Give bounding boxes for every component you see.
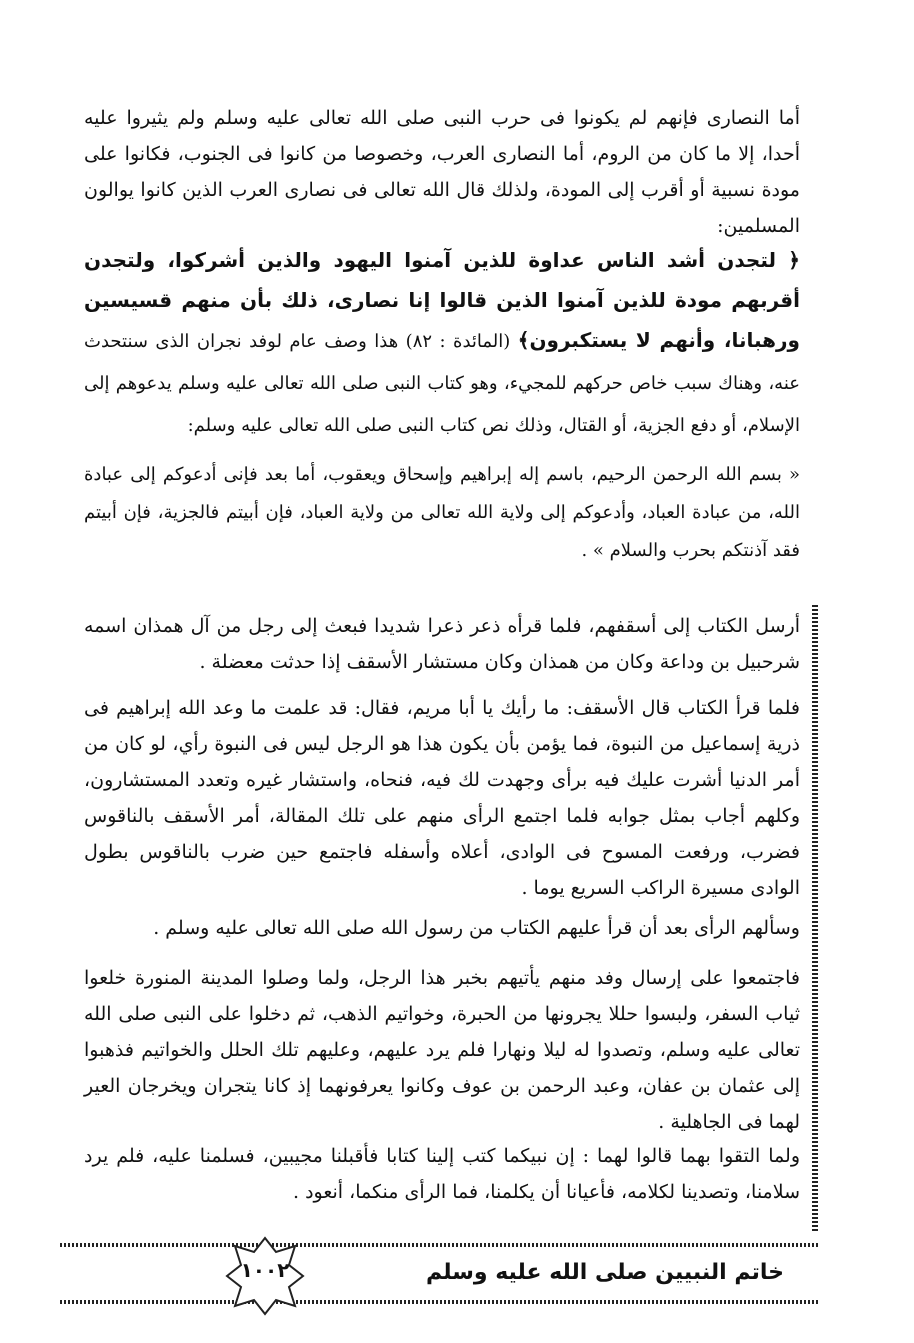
paragraph-meeting-companions: ولما التقوا بهما قالوا لهما : إن نبيكما كتب إلينا كتابا فأقبلنا مجيبين، فسلمنا عليه، فلم يرد سلامنا، وتصدينا لكلامه، فأعيانا أن يكلمنا، فما الرأى منكما، أنعود . xyxy=(84,1145,800,1203)
page-border-right xyxy=(812,605,818,1233)
paragraph-christians-intro: أما النصارى فإنهم لم يكونوا فى حرب النبى صلى الله تعالى عليه وسلم ولم يثيروا عليه أحدا، إلا ما كان من الروم، أما النصارى العرب، وخصوصا من كانوا فى الجنوب، فكانوا على مودة نسبية أو أقرب إلى المودة، ولذلك قال الله تعالى فى نصارى العرب الذين كانوا يوالون المسلمين: xyxy=(84,107,801,237)
paragraph-sent-to-bishop: أرسل الكتاب إلى أسقفهم، فلما قرأه ذعر ذعرا شديدا فبعث إلى رجل من آل همذان اسمه شرحبيل بن وداعة وكان من همذان وكان مستشار الأسقف إذا حدثت معضلة . xyxy=(84,615,800,673)
paragraph-bishop-consultation: فلما قرأ الكتاب قال الأسقف: ما رأيك يا أبا مريم، فقال: قد علمت ما وعد الله إبراهيم فى ذرية إسماعيل من النبوة، فما يؤمن بأن يكون هذا هو الرجل ليس فى النبوة رأي، لو كان من أمر الدنيا أشرت عليك فيه برأى وجهدت لك فيه، فنحاه، واستشار غيره وتعدد المستشارون، وكلهم أجاب بمثل جوابه فلما اجتمع الرأى منهم على تلك المقالة، أمر الأسقف بالناقوس فضرب، ورفعت المسوح فى الوادى، أعلاه وأسفله فاجتمع حين ضرب بالناقوس بطول الوادى مسيرة الراكب السريع يوما . xyxy=(84,697,800,899)
verse-reference-and-commentary: (المائدة : ٨٢) هذا وصف عام لوفد نجران الذى سنتحدث عنه، وهناك سبب خاص حركهم للمجيء، وهو كتاب النبى صلى الله تعالى عليه وسلم يدعوهم إلى الإسلام، أو دفع الجزية، أو القتال، وذلك نص كتاب النبى صلى الله تعالى عليه وسلم: xyxy=(84,331,800,436)
quran-verse-block xyxy=(84,240,800,446)
quran-verse: ﴿ لتجدن أشد الناس عداوة للذين آمنوا اليهود والذين أشركوا، ولتجدن أقربهم مودة للذين آمنوا الذين قالوا إنا نصارى، ذلك بأن منهم قسيسين ورهبانا، وأنهم لا يستكبرون﴾ xyxy=(84,248,800,352)
page-number: ١٠٠٢ xyxy=(240,1258,290,1282)
prophet-letter: « بسم الله الرحمن الرحيم، باسم إله إبراهيم وإسحاق ويعقوب، أما بعد فإنى أدعوكم إلى عبادة الله، من عبادة العباد، وأدعوكم إلى ولاية الله تعالى من ولاية العباد، فإن أبيتم فالجزية، فإن أبيتم فقد آذنتكم بحرب والسلام » . xyxy=(84,464,800,561)
paragraph-asked-opinion: وسألهم الرأى بعد أن قرأ عليهم الكتاب من رسول الله صلى الله تعالى عليه وسلم . xyxy=(153,917,800,939)
footer-rule-top xyxy=(60,1243,820,1247)
footer-rule-bottom xyxy=(60,1300,820,1304)
book-title: خاتم النبيين صلى الله عليه وسلم xyxy=(426,1260,784,1285)
paragraph-delegation: فاجتمعوا على إرسال وفد منهم يأتيهم بخبر هذا الرجل، ولما وصلوا المدينة المنورة خلعوا ثياب السفر، ولبسوا حللا يجرونها من الحبرة، وخواتيم الذهب، ثم دخلوا على النبى صلى الله تعالى عليه وسلم، وتصدوا له ليلا ونهارا فلم يرد عليهم، وعليهم تلك الحلل والخواتيم فذهبوا إلى عثمان بن عفان، وعبد الرحمن بن عوف وكانوا يعرفونهما إذ كانا يتجران ويخرجان العير لهما فى الجاهلية . xyxy=(84,967,800,1133)
